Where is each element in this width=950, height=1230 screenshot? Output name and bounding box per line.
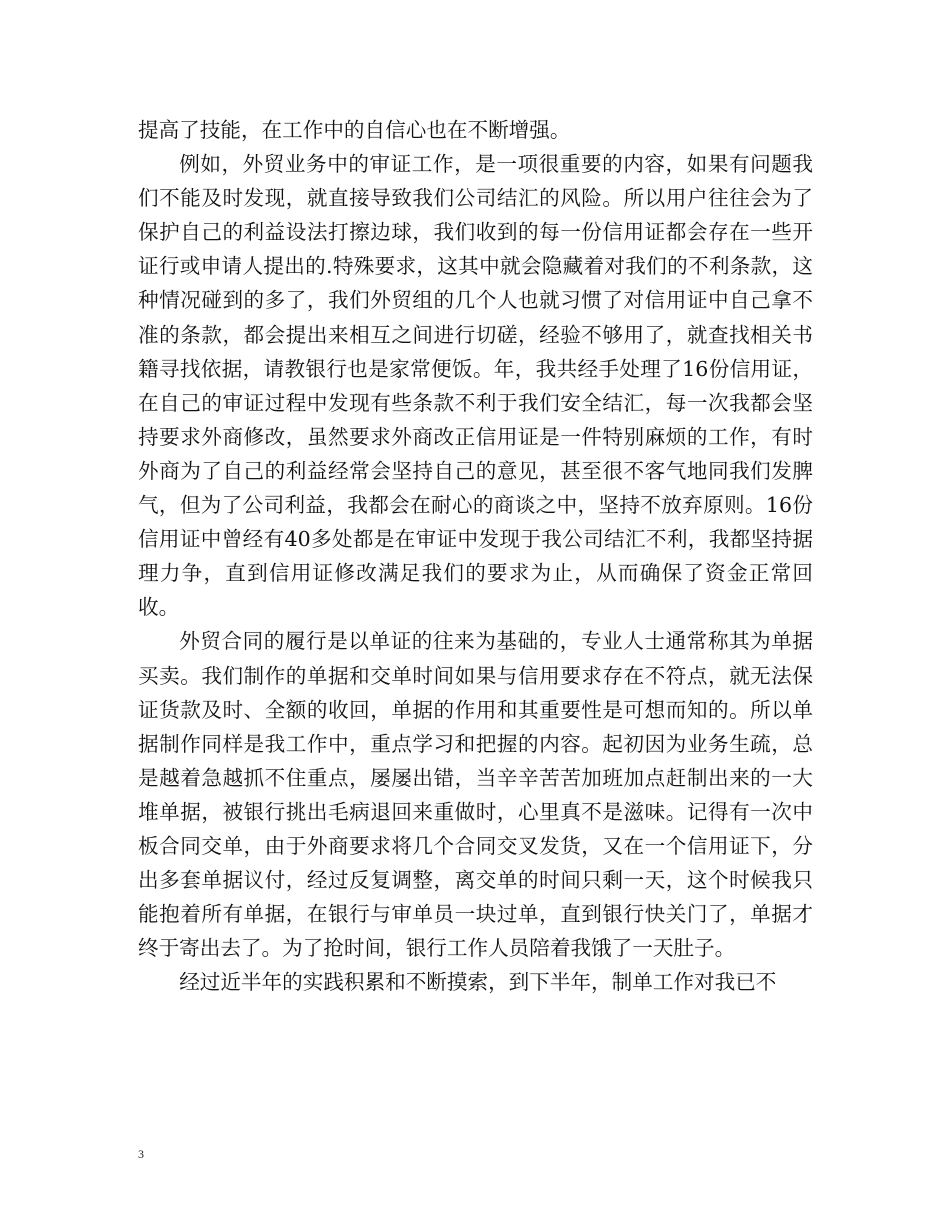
paragraph-summary-start: 经过近半年的实践积累和不断摸索，到下半年，制单工作对我已不 xyxy=(179,970,777,995)
paragraph-continuation: 提高了技能，在工作中的自信心也在不断增强。 xyxy=(138,118,571,142)
paragraph-documents: 外贸合同的履行是以单证的往来为基础的，专业人士通常称其为单据买卖。我们制作的单据和交单时间如果与信用要求存在不符点，就无法保证货款及时、全额的收回，单据的作用和其重要性是可想而知的。所以单据制作同样是我工作中，重点学习和把握的内容。起初因为业务生疏，总是越着急越抓不住重点，屡屡出错，当辛辛苦苦加班加点赶制出来的一大堆单据，被银行挑出毛病退回来重做时，心里真不是滋味。记得有一次中板合同交单，由于外商要求将几个合同交叉发货，又在一个信用证下，分出多套单据议付，经过反复调整，离交单的时间只剩一天，这个时候我只能抱着所有单据，在银行与审单员一块过单，直到银行快关门了，单据才终于寄出去了。为了抢时间，银行工作人员陪着我饿了一天肚子。 xyxy=(138,629,813,961)
document-body xyxy=(138,113,813,999)
page-number: 3 xyxy=(138,1147,144,1161)
paragraph-review-work: 例如，外贸业务中的审证工作，是一项很重要的内容，如果有问题我们不能及时发现，就直接导致我们公司结汇的风险。所以用户往往会为了保护自己的利益设法打擦边球，我们收到的每一份信用证都会存在一些开证行或申请人提出的.特殊要求，这其中就会隐藏着对我们的不利条款，这种情况碰到的多了，我们外贸组的几个人也就习惯了对信用证中自己拿不准的条款，都会提出来相互之间进行切磋，经验不够用了，就查找相关书籍寻找依据，请教银行也是家常便饭。年，我共经手处理了16份信用证，在自己的审证过程中发现有些条款不利于我们安全结汇，每一次我都会坚持要求外商修改，虽然要求外商改正信用证是一件特别麻烦的工作，有时外商为了自己的利益经常会坚持自己的意见，甚至很不客气地同我们发脾气，但为了公司利益，我都会在耐心的商谈之中，坚持不放弃原则。16份信用证中曾经有40多处都是在审证中发现于我公司结汇不利，我都坚持据理力争，直到信用证修改满足我们的要求为止，从而确保了资金正常回收。 xyxy=(138,152,813,620)
